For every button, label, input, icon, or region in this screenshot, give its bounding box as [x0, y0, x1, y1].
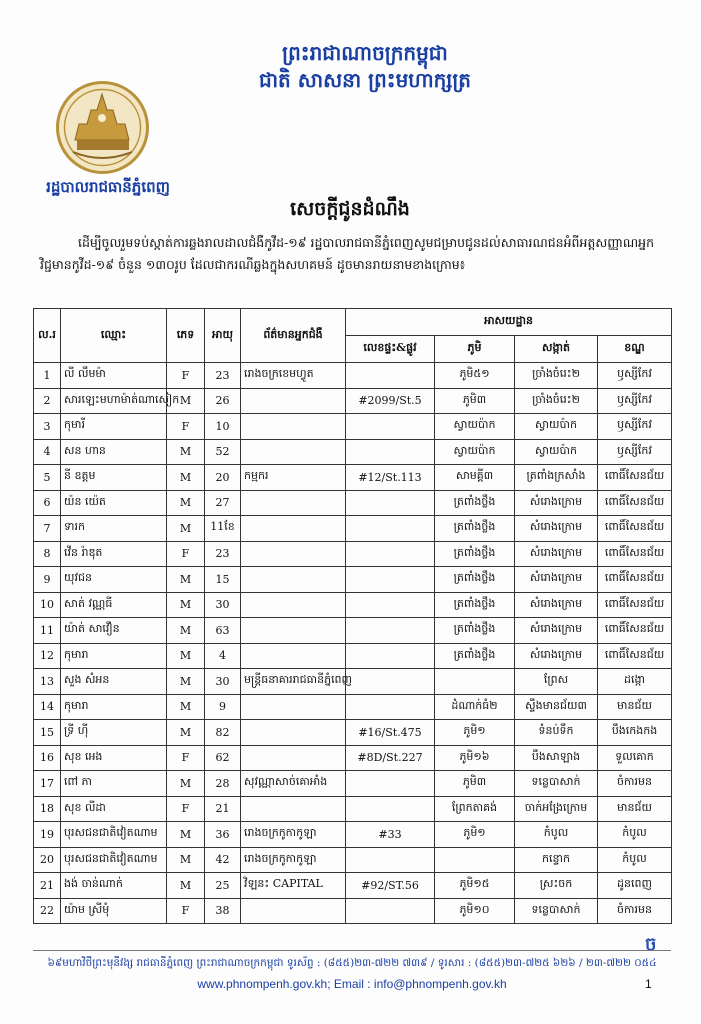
cell-age: 62 [205, 745, 241, 771]
table-row [34, 618, 672, 644]
cell-village: ភូមិ១០ [435, 898, 515, 924]
table-row [34, 898, 672, 924]
cell-age: 23 [205, 363, 241, 389]
cell-house: #2099/St.5 [346, 388, 435, 414]
cell-sex: M [167, 847, 205, 873]
cell-info [241, 898, 346, 924]
cell-no: 1 [34, 363, 61, 389]
table-row [34, 720, 672, 746]
cell-no: 13 [34, 669, 61, 695]
table-row [34, 643, 672, 669]
footer-contact: www.phnompenh.gov.kh; Email : info@phnompenh.gov.kh [197, 977, 507, 991]
cell-age: 28 [205, 771, 241, 797]
cell-commune: កំបូល [515, 822, 598, 848]
cell-age: 25 [205, 873, 241, 899]
cell-house [346, 516, 435, 542]
cell-no: 21 [34, 873, 61, 899]
cell-age: 52 [205, 439, 241, 465]
table-row [34, 465, 672, 491]
table-row [34, 439, 672, 465]
cell-no: 5 [34, 465, 61, 491]
cell-village: ត្រពាំងថ្លឹង [435, 516, 515, 542]
cell-village: ត្រពាំងថ្លឹង [435, 541, 515, 567]
cell-info [241, 414, 346, 440]
cell-district: ឫស្សីកែវ [598, 363, 672, 389]
cell-commune: ស្វាយប៉ាក [515, 439, 598, 465]
cell-district: មានជ័យ [598, 694, 672, 720]
cell-commune: ទន្លេបាសាក់ [515, 771, 598, 797]
cell-commune: ស្វាយប៉ាក [515, 414, 598, 440]
cell-age: 9 [205, 694, 241, 720]
cell-sex: M [167, 592, 205, 618]
table-row [34, 516, 672, 542]
header-age: អាយុ [205, 309, 241, 363]
cell-commune: ចាក់អង្រែក្រោម [515, 796, 598, 822]
cell-info [241, 694, 346, 720]
cell-info [241, 745, 346, 771]
cell-village: ភូមិ១៥ [435, 873, 515, 899]
cell-age: 4 [205, 643, 241, 669]
cell-info [241, 618, 346, 644]
cell-name: សួង សំអន [61, 669, 167, 695]
cell-sex: M [167, 669, 205, 695]
cell-info [241, 541, 346, 567]
cell-sex: M [167, 567, 205, 593]
cell-district: ចំការមន [598, 898, 672, 924]
cell-no: 17 [34, 771, 61, 797]
cell-village: ស្វាយប៉ាក [435, 414, 515, 440]
cell-name: ទារក [61, 516, 167, 542]
cell-house [346, 796, 435, 822]
table-row [34, 592, 672, 618]
cell-age: 42 [205, 847, 241, 873]
cell-commune: សំរោងក្រោម [515, 567, 598, 593]
cell-village: ត្រពាំងថ្លឹង [435, 592, 515, 618]
cell-commune: ទន្លេបាសាក់ [515, 898, 598, 924]
cell-district: ពោធិ៍សែនជ័យ [598, 465, 672, 491]
cell-district: ទួលគោក [598, 745, 672, 771]
cell-age: 63 [205, 618, 241, 644]
cell-village: ភូមិ១៦ [435, 745, 515, 771]
cell-age: 82 [205, 720, 241, 746]
cell-no: 6 [34, 490, 61, 516]
cell-no: 7 [34, 516, 61, 542]
cell-no: 2 [34, 388, 61, 414]
footer-divider [33, 950, 671, 951]
cell-house [346, 567, 435, 593]
phnom-penh-emblem-icon [55, 80, 150, 175]
table-row [34, 847, 672, 873]
cell-village: សាមគ្គី៣ [435, 465, 515, 491]
table-row [34, 796, 672, 822]
table-row [34, 745, 672, 771]
cell-village: ដំណាក់ធំ២ [435, 694, 515, 720]
cell-age: 15 [205, 567, 241, 593]
cell-commune: ត្រពាំងក្រសាំង [515, 465, 598, 491]
header-name: ឈ្មោះ [61, 309, 167, 363]
cell-age: 10 [205, 414, 241, 440]
cell-commune: សំរោងក្រោម [515, 643, 598, 669]
cell-house [346, 898, 435, 924]
cell-district: ឫស្សីកែវ [598, 439, 672, 465]
cell-name: សុខ លីដា [61, 796, 167, 822]
cell-info [241, 643, 346, 669]
cell-village: ត្រពាំងថ្លឹង [435, 643, 515, 669]
cell-info: រោងចក្រកូកាកូឡា [241, 822, 346, 848]
intro-paragraph: ដើម្បីចូលរួមទប់ស្កាត់ការឆ្លងរាលដាលជំងឺកូវីដ-១៩ រដ្ឋបាលរាជធានីភ្នំពេញសូមជម្រាបជូនដល់សាធារណជនអំពីអត្តសញ្ញាណអ្នកវិជ្ជមានកូវីដ-១៩ ចំនួន ១៣០រូប ដែលជាករណីឆ្លងក្នុងសហគមន៍ ដូចមានរាយនាមខាងក្រោម៖ [40, 235, 655, 272]
table-row [34, 669, 672, 695]
table-body [34, 363, 672, 924]
cell-age: 26 [205, 388, 241, 414]
cell-info [241, 567, 346, 593]
cell-info: រោងចក្រកូកាកូឡា [241, 847, 346, 873]
cell-village: ស្វាយប៉ាក [435, 439, 515, 465]
cell-district: បឹងកេងកង [598, 720, 672, 746]
cell-name: ងង់ ចាន់ណាក់ [61, 873, 167, 899]
cell-name: សុខ អេង [61, 745, 167, 771]
cell-sex: F [167, 541, 205, 567]
cell-info [241, 388, 346, 414]
cell-house: #16/St.475 [346, 720, 435, 746]
cell-no: 14 [34, 694, 61, 720]
cell-info: សុវណ្ណាសាច់គោអាំង [241, 771, 346, 797]
cell-house: #92/ST.56 [346, 873, 435, 899]
cell-no: 18 [34, 796, 61, 822]
handwritten-mark: ច [645, 934, 657, 955]
cell-sex: F [167, 796, 205, 822]
cell-no: 20 [34, 847, 61, 873]
cell-village: ភូមិ១ [435, 720, 515, 746]
cell-commune: បឹងសាឡាង [515, 745, 598, 771]
cell-district: ពោធិ៍សែនជ័យ [598, 516, 672, 542]
cell-no: 22 [34, 898, 61, 924]
cell-no: 3 [34, 414, 61, 440]
table-row [34, 541, 672, 567]
cell-village: ព្រែកតាគង់ [435, 796, 515, 822]
cell-info [241, 490, 346, 516]
cell-info [241, 516, 346, 542]
cell-sex: M [167, 490, 205, 516]
cell-info: មន្ត្រីធនាគាររាជធានីភ្នំពេញ [241, 669, 346, 695]
header-commune: សង្កាត់ [515, 336, 598, 363]
cell-info [241, 720, 346, 746]
cell-sex: M [167, 720, 205, 746]
cell-no: 16 [34, 745, 61, 771]
cell-house [346, 643, 435, 669]
table-row [34, 822, 672, 848]
cell-commune: សំរោងក្រោម [515, 516, 598, 542]
cell-house [346, 363, 435, 389]
cell-village: ត្រពាំងថ្លឹង [435, 490, 515, 516]
table-row [34, 567, 672, 593]
cell-district: ដង្កោ [598, 669, 672, 695]
cell-info [241, 796, 346, 822]
cell-house [346, 414, 435, 440]
cell-sex: M [167, 439, 205, 465]
header-no: ល.រ [34, 309, 61, 363]
cell-sex: M [167, 873, 205, 899]
cell-name: យ៉ាត់ សាវឿន [61, 618, 167, 644]
cell-sex: F [167, 898, 205, 924]
cell-village: ភូមិ៣ [435, 771, 515, 797]
cell-age: 36 [205, 822, 241, 848]
cell-no: 10 [34, 592, 61, 618]
cell-name: បុរសជនជាតិវៀតណាម [61, 822, 167, 848]
cell-sex: M [167, 822, 205, 848]
cell-sex: M [167, 516, 205, 542]
cell-commune: ព្រែស [515, 669, 598, 695]
cell-house [346, 694, 435, 720]
header-house: លេខផ្ទះ&ផ្លូវ [346, 336, 435, 363]
cell-district: ពោធិ៍សែនជ័យ [598, 643, 672, 669]
cell-info: វិឡនះ CAPITAL [241, 873, 346, 899]
table-row [34, 490, 672, 516]
cell-age: 21 [205, 796, 241, 822]
cell-age: 30 [205, 669, 241, 695]
cell-no: 11 [34, 618, 61, 644]
cell-sex: M [167, 618, 205, 644]
organization-name: រដ្ឋបាលរាជធានីភ្នំពេញ [46, 178, 170, 196]
letterhead [200, 40, 530, 94]
table-row [34, 414, 672, 440]
cell-house [346, 592, 435, 618]
cell-name: យុវជន [61, 567, 167, 593]
cell-sex: F [167, 745, 205, 771]
cell-name: កុមារា [61, 643, 167, 669]
cell-district: មានជ័យ [598, 796, 672, 822]
cell-sex: F [167, 414, 205, 440]
cell-sex: M [167, 694, 205, 720]
table-row [34, 771, 672, 797]
cell-age: 27 [205, 490, 241, 516]
cell-name: កុមារី [61, 414, 167, 440]
cell-no: 15 [34, 720, 61, 746]
cases-table [33, 308, 672, 924]
footer-address: ៦៩មហាវិថីព្រះមុនីវង្ស រាជធានីភ្នំពេញ ព្រះរាជាណាចក្រកម្ពុជា ទូរស័ព្ទ : (៨៥៥)២៣-៧២២ ៧៣៩ / ទូរសារ : (៨៥៥)២៣-៧២៥ ៦២៦ / ២៣-៧២២ ០៥៤ [47, 957, 657, 969]
cell-sex: M [167, 771, 205, 797]
cell-name: នី ឧត្តម [61, 465, 167, 491]
cell-age: 20 [205, 465, 241, 491]
cell-commune: ទំនប់ទឹក [515, 720, 598, 746]
header-district: ខណ្ឌ [598, 336, 672, 363]
cell-sex: M [167, 388, 205, 414]
cell-district: ពោធិ៍សែនជ័យ [598, 592, 672, 618]
cell-commune: ស្ទឹងមានជ័យ៣ [515, 694, 598, 720]
cell-house [346, 847, 435, 873]
cell-name: សារឡេះមហាម៉ាត់ណាសៀក [61, 388, 167, 414]
cell-district: ឫស្សីកែវ [598, 388, 672, 414]
cell-age: 23 [205, 541, 241, 567]
cell-name: លី លឹមម៉ា [61, 363, 167, 389]
cell-commune: សំរោងក្រោម [515, 490, 598, 516]
cell-district: ចំការមន [598, 771, 672, 797]
cell-sex: F [167, 363, 205, 389]
cell-age: 38 [205, 898, 241, 924]
cell-house [346, 771, 435, 797]
cell-village: ភូមិ៣ [435, 388, 515, 414]
cell-name: វើន រ៉ាឌុត [61, 541, 167, 567]
kingdom-heading: ព្រះរាជាណាចក្រកម្ពុជា [282, 41, 448, 65]
cell-commune: សំរោងក្រោម [515, 541, 598, 567]
cell-commune: ស្រះចក [515, 873, 598, 899]
cell-name: កុមារា [61, 694, 167, 720]
cell-age: 11ខែ [205, 516, 241, 542]
cell-no: 4 [34, 439, 61, 465]
cell-district: ពោធិ៍សែនជ័យ [598, 618, 672, 644]
cell-commune: កន្ទោក [515, 847, 598, 873]
table-row [34, 388, 672, 414]
cell-house [346, 618, 435, 644]
cell-commune: ច្រាំងចំរេះ២ [515, 363, 598, 389]
motto-heading: ជាតិ សាសនា ព្រះមហាក្សត្រ [259, 68, 471, 92]
cell-name: យ៉ាម ស្រីមុំ [61, 898, 167, 924]
cell-house [346, 541, 435, 567]
header-village: ភូមិ [435, 336, 515, 363]
cell-village: ភូមិ៥១ [435, 363, 515, 389]
cell-house: #8D/St.227 [346, 745, 435, 771]
header-info: ព័ត៌មានអ្នកជំងឺ [241, 309, 346, 363]
table-row [34, 873, 672, 899]
cell-name: សន ហាន [61, 439, 167, 465]
cell-district: ពោធិ៍សែនជ័យ [598, 541, 672, 567]
cell-name: ពៅ ភា [61, 771, 167, 797]
cell-no: 19 [34, 822, 61, 848]
header-address: អាសយដ្ឋាន [346, 309, 672, 336]
cell-name: យ៉ន យ៉េត [61, 490, 167, 516]
cell-info [241, 592, 346, 618]
cell-name: បុរសជនជាតិវៀតណាម [61, 847, 167, 873]
header-sex: ភេទ [167, 309, 205, 363]
cell-district: ពោធិ៍សែនជ័យ [598, 490, 672, 516]
cell-no: 9 [34, 567, 61, 593]
table-row [34, 363, 672, 389]
document-title: សេចក្ដីជូនដំណឹង [290, 198, 410, 220]
cell-house: #33 [346, 822, 435, 848]
cell-district: ឫស្សីកែវ [598, 414, 672, 440]
cell-village: ភូមិ១ [435, 822, 515, 848]
cell-house [346, 490, 435, 516]
cell-district: កំបូល [598, 822, 672, 848]
cell-district: ដូនពេញ [598, 873, 672, 899]
cell-age: 30 [205, 592, 241, 618]
cell-district: ពោធិ៍សែនជ័យ [598, 567, 672, 593]
cell-commune: ច្រាំងចំរេះ២ [515, 388, 598, 414]
table-row [34, 694, 672, 720]
cell-district: កំបូល [598, 847, 672, 873]
cell-house [346, 439, 435, 465]
cell-no: 12 [34, 643, 61, 669]
cell-village [435, 669, 515, 695]
cell-village: ត្រពាំងថ្លឹង [435, 567, 515, 593]
cell-commune: សំរោងក្រោម [515, 592, 598, 618]
cell-house [346, 669, 435, 695]
cell-sex: M [167, 643, 205, 669]
cell-commune: សំរោងក្រោម [515, 618, 598, 644]
cell-name: ទ្រី ហ៊ី [61, 720, 167, 746]
cell-name: សាត់ វណ្ណធី [61, 592, 167, 618]
cell-village: ត្រពាំងថ្លឹង [435, 618, 515, 644]
cell-info: កម្មករ [241, 465, 346, 491]
cell-no: 8 [34, 541, 61, 567]
page-number: 1 [645, 977, 652, 991]
cell-sex: M [167, 465, 205, 491]
cell-info [241, 439, 346, 465]
cell-house: #12/St.113 [346, 465, 435, 491]
cell-info: រោងចក្រខេមហ្វូត [241, 363, 346, 389]
cell-village [435, 847, 515, 873]
